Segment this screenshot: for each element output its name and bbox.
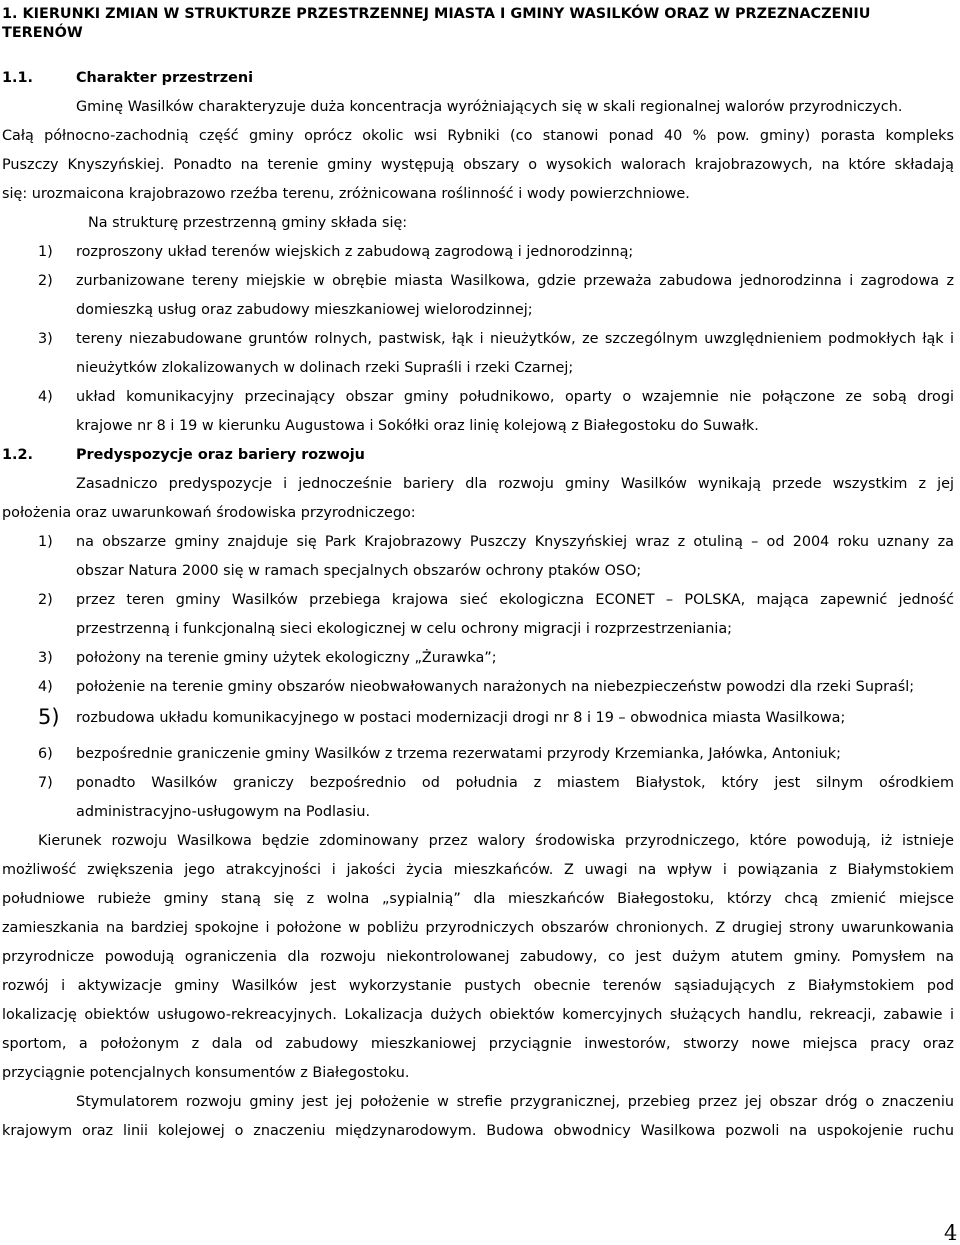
page-number: 4	[944, 1221, 958, 1245]
list-number: 3)	[38, 650, 53, 666]
paragraph-line: możliwość zwiększenia jego atrakcyjności i jakości życia mieszkańców. Z uwagi na wpływ i powiązania z Białymstokiem	[2, 862, 954, 878]
structure-intro: Na strukturę przestrzenną gminy składa się:	[88, 215, 408, 231]
paragraph-line: Puszczy Knyszyńskiej. Ponadto na terenie gminy występują obszary o wysokich walorach krajobrazowych, na które składają	[2, 157, 954, 173]
list-item-text: obszar Natura 2000 się w ramach specjalnych obszarów ochrony ptaków OSO;	[76, 563, 642, 579]
list-item-text: rozbudowa układu komunikacyjnego w postaci modernizacji drogi nr 8 i 19 – obwodnica miasta Wasilkowa;	[76, 710, 846, 726]
chapter-title-line-2: TERENÓW	[2, 25, 83, 41]
chapter-title-line-1: 1. KIERUNKI ZMIAN W STRUKTURZE PRZESTRZENNEJ MIASTA I GMINY WASILKÓW ORAZ W PRZEZNACZENIU	[2, 6, 871, 22]
list-number: 2)	[38, 592, 53, 608]
list-item-text: przestrzenną i funkcjonalną sieci ekologicznej w celu ochrony migracji i rozprzestrzeniania;	[76, 621, 732, 637]
paragraph-line: rozwój i aktywizacje gminy Wasilków jest wykorzystanie pustych obecnie terenów sąsiadujących z Białymstokiem pod	[2, 978, 954, 994]
section-heading: Charakter przestrzeni	[76, 70, 254, 86]
list-item-text: bezpośrednie graniczenie gminy Wasilków z trzema rezerwatami przyrody Krzemianka, Jałówka, Antoniuk;	[76, 746, 841, 762]
paragraph-line: krajowym oraz linii kolejowej o znaczeniu międzynarodowym. Budowa obwodnicy Wasilkowa pozwoli na uspokojenie ruchu	[2, 1123, 954, 1139]
list-item-text: administracyjno-usługowym na Podlasiu.	[76, 804, 371, 820]
paragraph-line: południowe rubieże gminy staną się z wolna „sypialnią” dla mieszkańców Białegostoku, którzy chcą zmienić miejsce	[2, 891, 954, 907]
list-item-text: układ komunikacyjny przecinający obszar gminy południkowo, oparty o wzajemnie nie połączone ze sobą drogi	[76, 389, 954, 405]
section-number: 1.2.	[2, 447, 33, 463]
list-item-text: ponadto Wasilków graniczy bezpośrednio od południa z miastem Białystok, który jest silnym ośrodkiem	[76, 775, 954, 791]
list-item-text: rozproszony układ terenów wiejskich z zabudową zagrodową i jednorodzinną;	[76, 244, 634, 260]
list-number: 1)	[38, 244, 53, 260]
paragraph-line: położenia oraz uwarunkowań środowiska przyrodniczego:	[2, 505, 416, 521]
list-number: 3)	[38, 331, 53, 347]
paragraph-line: Zasadniczo predyspozycje i jednocześnie bariery dla rozwoju gminy Wasilków wynikają przede wszystkim z jej	[76, 476, 954, 492]
list-item-text: położenie na terenie gminy obszarów nieobwałowanych narażonych na niebezpieczeństw powodzi dla rzeki Supraśl;	[76, 679, 915, 695]
list-number: 2)	[38, 273, 53, 289]
list-item-text: tereny niezabudowane gruntów rolnych, pastwisk, łąk i nieużytków, ze szczególnym uwzględnieniem podmokłych łąk i	[76, 331, 954, 347]
paragraph-line: Gminę Wasilków charakteryzuje duża koncentracja wyróżniających się w skali regionalnej walorów przyrodniczych.	[76, 99, 903, 115]
list-item-text: przez teren gminy Wasilków przebiega krajowa sieć ekologiczna ECONET – POLSKA, mająca zapewnić jedność	[76, 592, 954, 608]
section-number: 1.1.	[2, 70, 33, 86]
list-number: 5)	[38, 705, 60, 729]
list-number: 4)	[38, 679, 53, 695]
paragraph-line: Stymulatorem rozwoju gminy jest jej położenie w strefie przygranicznej, przebieg przez jej obszar dróg o znaczeniu	[76, 1094, 954, 1110]
list-number: 7)	[38, 775, 53, 791]
paragraph-line: sportom, a położonym z dala od zabudowy mieszkaniowej przyciągnie inwestorów, stworzy nowe miejsca pracy oraz	[2, 1036, 954, 1052]
list-item-text: na obszarze gminy znajduje się Park Krajobrazowy Puszczy Knyszyńskiej wraz z otuliną – od 2004 roku uznany za	[76, 534, 954, 550]
section-heading: Predyspozycje oraz bariery rozwoju	[76, 447, 365, 463]
paragraph-line: Kierunek rozwoju Wasilkowa będzie zdominowany przez walory środowiska przyrodniczego, które powodują, iż istnieje	[38, 833, 954, 849]
paragraph-line: przyrodnicze powodują ograniczenia dla rozwoju niekontrolowanej zabudowy, co jest dużym atutem gminy. Pomysłem na	[2, 949, 954, 965]
list-item-text: nieużytków zlokalizowanych w dolinach rzeki Supraśli i rzeki Czarnej;	[76, 360, 574, 376]
list-number: 4)	[38, 389, 53, 405]
list-item-text: zurbanizowane tereny miejskie w obrębie miasta Wasilkowa, gdzie przeważa zabudowa jednorodzinna i zagrodowa z	[76, 273, 954, 289]
list-item-text: domieszką usług oraz zabudowy mieszkaniowej wielorodzinnej;	[76, 302, 533, 318]
list-item-text: położony na terenie gminy użytek ekologiczny „Żurawka”;	[76, 650, 497, 666]
list-number: 1)	[38, 534, 53, 550]
paragraph-line: Całą północno-zachodnią część gminy oprócz okolic wsi Rybniki (co stanowi ponad 40 % pow. gminy) porasta kompleks	[2, 128, 954, 144]
paragraph-line: zamieszkania na bardziej spokojne i położone w pobliżu przyrodniczych obszarów chronionych. Z drugiej strony uwarunkowania	[2, 920, 954, 936]
list-item-text: krajowe nr 8 i 19 w kierunku Augustowa i Sokółki oraz linię kolejową z Białegostoku do Suwałk.	[76, 418, 759, 434]
paragraph-line: lokalizację obiektów usługowo-rekreacyjnych. Lokalizacja dużych obiektów komercyjnych służących handlu, rekreacji, zabawie i	[2, 1007, 954, 1023]
paragraph-line: się: urozmaicona krajobrazowo rzeźba terenu, zróżnicowana roślinność i wody powierzchniowe.	[2, 186, 690, 202]
paragraph-line: przyciągnie potencjalnych konsumentów z Białegostoku.	[2, 1065, 410, 1081]
list-number: 6)	[38, 746, 53, 762]
